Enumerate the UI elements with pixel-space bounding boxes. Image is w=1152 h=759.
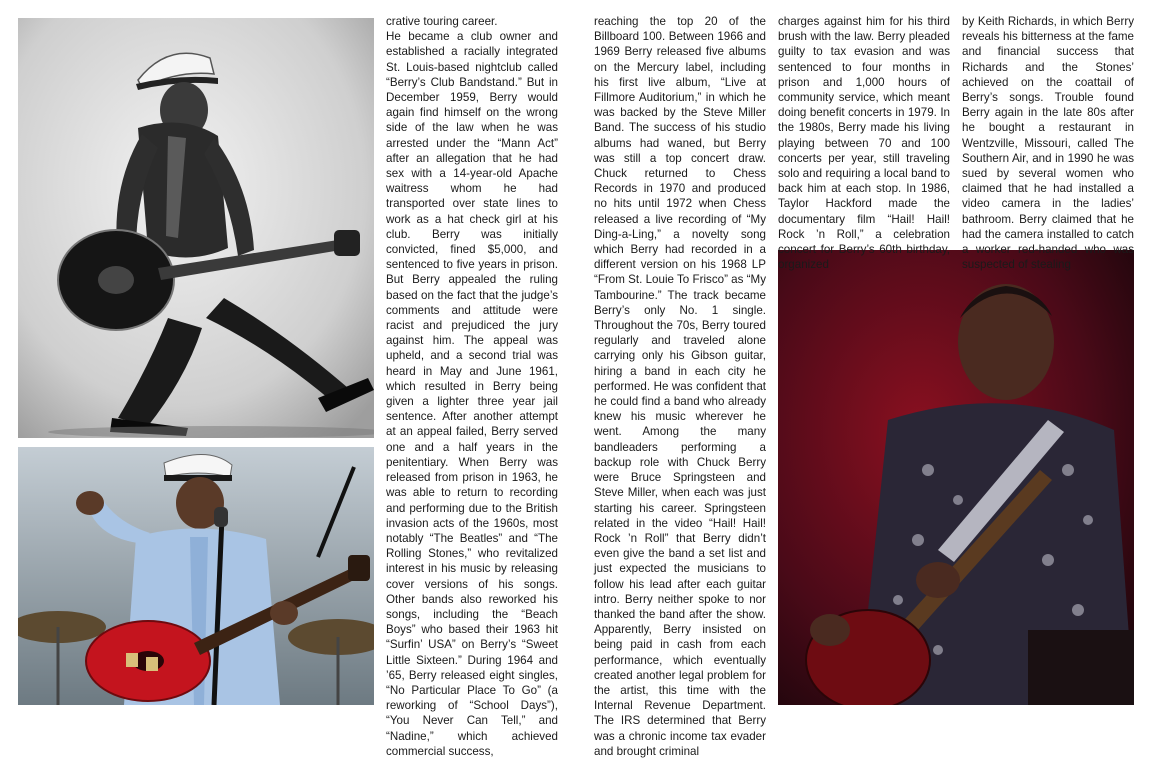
column-3-body: charges against him for his third brush with the law. Berry pleaded guilty to tax evasion and was sentenced to four months in prison and 1,000 hours of community service, which meant doing benefit concerts in 1979. In the 1980s, Berry made his living playing between 70 and 100 concerts per year, still traveling solo and requiring a local band to back him at each stop. In 1986, Taylor Hackford made the documentary film “Hail! Hail! Rock ’n Roll,” a celebration concert for Berry’s 60th birthday, organized [778, 15, 950, 272]
article-column-4 [962, 14, 1134, 272]
column-1-body: He became a club owner and established a racially integrated St. Louis-based nightclub called “Berry’s Club Bandstand.” But in December 1959, Berry would again find himself on the wrong side of the law when he was arrested under the “Mann Act” after an allegation that he had sex with a 14-year-old Apache waitress whom he had transported over state lines to work as a hat check girl at his club. Berry was initially convicted, fined $5,000, and sentenced to five years in prison. But Berry appealed the ruling based on the fact that the judge’s comments and attitude were racist and prejudiced the jury against him. The appeal was upheld, and a second trial was heard in May and June 1961, which resulted in Berry being given a lighter three year jail sentence. After another attempt at an appeal failed, Berry served one and a half years in the penitentiary. When Berry was released from prison in 1963, he was able to return to recording and performing due to the British invasion acts of the 1960s, most notably “The Beatles” and “The Rolling Stones,” who revitalized interest in his music by releasing cover versions of his songs. Other bands also reworked his songs, including the “Beach Boys” who based their 1963 hit “Surfin’ USA” on Berry’s “Sweet Little Sixteen.” During 1964 and ’65, Berry released eight singles, “No Particular Place To Go” (a reworking of “School Days”), “You Never Can Tell,” and “Nadine,” which achieved commercial success, [386, 30, 558, 758]
photo-duckwalk-guitarist [18, 18, 374, 438]
photo-stage-performance [778, 250, 1134, 705]
article-column-1 [386, 14, 558, 759]
column-1-lead: crative touring career. [386, 15, 498, 28]
article-column-3 [778, 14, 950, 272]
article-column-2 [594, 14, 766, 759]
column-2-body: reaching the top 20 of the Billboard 100. Between 1966 and 1969 Berry released five albums on the Mercury label, including his first live album, “Live at Fillmore Auditorium,” in which he was backed by the Steve Miller Band. The success of his studio albums had waned, but Berry was still a top concert draw. Chuck returned to Chess Records in 1970 and produced no hits until 1972 when Chess released a live recording of “My Ding-a-Ling,” a novelty song which Berry had recorded in a different version on his 1968 LP “From St. Louie To Frisco” as “My Tambourine.” The track became Berry’s only No. 1 single. Throughout the 70s, Berry toured regularly and traveled alone carrying only his Gibson guitar, hiring a band in each city he performed. He was confident that he could find a band who already knew his music wherever he went. Among the many bandleaders performing a backup role with Chuck Berry were Bruce Springsteen and Steve Miller, when each was just starting his career. Springsteen related in the video “Hail! Hail! Rock ’n Roll” that Berry didn’t even give the band a set list and just expected the musicians to follow his lead after each guitar intro. Berry neither spoke to nor thanked the band after the show. Apparently, Berry insisted on being paid in cash from each performance, which eventually created another legal problem for the artist, this time with the Internal Revenue Department. The IRS determined that Berry was a chronic income tax evader and brought criminal [594, 15, 766, 758]
column-4-body: by Keith Richards, in which Berry reveals his bitterness at the fame and financial success that Richards and the Stones’ achieved on the coattail of Berry’s songs. Trouble found Berry again in the late 80s after he bought a restaurant in Wentzville, Missouri, called The Southern Air, and in 1990 he was sued by several women who claimed that he had installed a video camera in the ladies’ bathroom. Berry claimed that he had the camera installed to catch a worker red-handed who was suspected of stealing [962, 15, 1134, 272]
photo-outdoor-performance [18, 447, 374, 705]
